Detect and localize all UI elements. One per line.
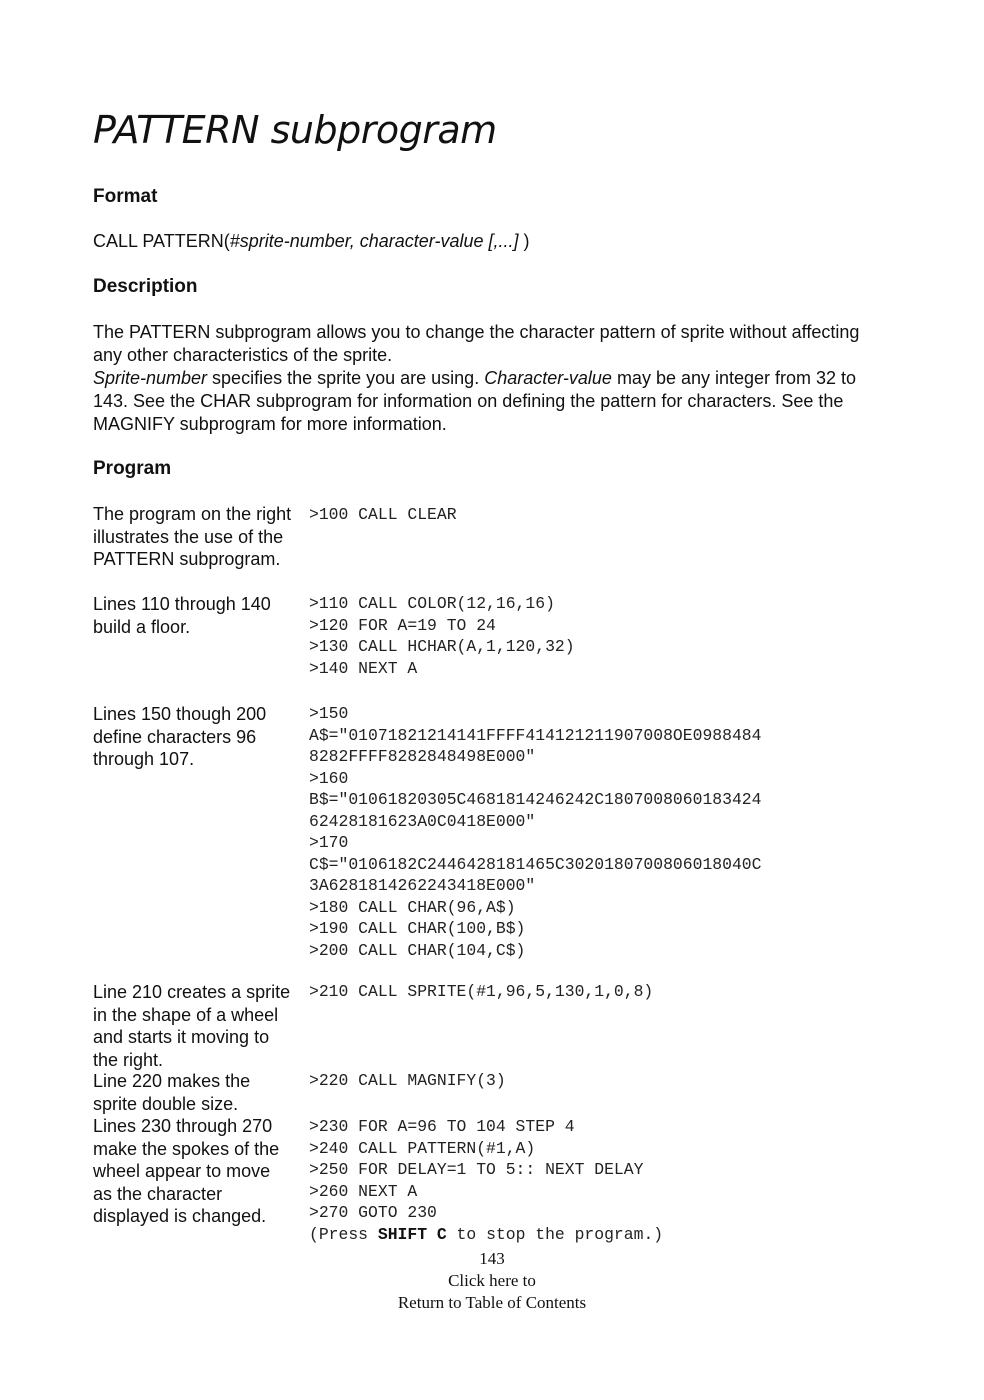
code-block-pattern xyxy=(309,1116,663,1245)
code-line: A$="01071821214141FFFF414121211907008OE0988484 xyxy=(309,725,762,745)
code-line: >150 xyxy=(309,704,349,723)
sprite-number-term: Sprite-number xyxy=(93,368,208,388)
toc-link[interactable] xyxy=(0,1270,984,1314)
code-line: 3A6281814262243418E000" xyxy=(309,876,536,895)
description-paragraph-1: The PATTERN subprogram allows you to change the character pattern of sprite without affecting any other characteristics of the sprite. xyxy=(93,322,860,365)
code-line: C$="0106182C2446428181465C3020180700806018040C xyxy=(309,854,762,874)
description-paragraph-2 xyxy=(93,367,893,436)
character-value-term: Character-value xyxy=(484,368,612,388)
code-line: >220 CALL MAGNIFY(3) xyxy=(309,1071,506,1090)
code-line: >100 CALL CLEAR xyxy=(309,505,457,524)
code-line: >180 CALL CHAR(96,A$) xyxy=(309,897,516,917)
format-heading: Format xyxy=(93,186,158,207)
code-line: >210 CALL SPRITE(#1,96,5,130,1,0,8) xyxy=(309,982,654,1001)
description-body xyxy=(93,321,893,436)
stop-note xyxy=(309,1224,663,1246)
program-note-intro: The program on the right illustrates the use of the PATTERN subprogram. xyxy=(93,504,292,569)
code-block-floor xyxy=(309,593,575,679)
code-line: >270 GOTO 230 xyxy=(309,1203,437,1222)
code-line: >110 CALL COLOR(12,16,16) xyxy=(309,594,555,613)
page-title: PATTERN subprogram xyxy=(93,108,497,152)
code-line: >160 xyxy=(309,768,349,788)
page-footer xyxy=(0,1248,984,1314)
program-note-magnify: Line 220 makes the sprite double size. xyxy=(93,1071,251,1114)
code-line: >260 NEXT A xyxy=(309,1181,418,1201)
page-number: 143 xyxy=(479,1249,505,1268)
code-line: >240 CALL PATTERN(#1,A) xyxy=(309,1138,536,1158)
code-line: >190 CALL CHAR(100,B$) xyxy=(309,919,526,938)
program-note-floor: Lines 110 through 140 build a floor. xyxy=(93,594,271,637)
format-suffix: ) xyxy=(518,231,530,251)
format-syntax xyxy=(93,230,530,253)
code-line: >170 xyxy=(309,833,349,852)
program-note-characters: Lines 150 though 200 define characters 96 through 107. xyxy=(93,704,267,769)
code-line: 62428181623A0C0418E000" xyxy=(309,811,536,831)
program-heading: Program xyxy=(93,458,172,479)
code-line: B$="01061820305C4681814246242C1807008060183424 xyxy=(309,790,762,809)
description-text-1: specifies the sprite you are using. xyxy=(207,368,485,388)
stop-note-key: SHIFT C xyxy=(377,1224,447,1244)
program-note-sprite: Line 210 creates a sprite in the shape of a wheel and starts it moving to the right. xyxy=(93,982,291,1070)
code-line: >230 FOR A=96 TO 104 STEP 4 xyxy=(309,1117,575,1136)
toc-link-line-1[interactable]: Click here to xyxy=(448,1271,536,1290)
description-text-2: may be any integer from 32 to 143. See the CHAR subprogram for information on defining the pattern for characters. See the MAGNIFY subprogram for more information. xyxy=(93,368,857,434)
code-line: >140 NEXT A xyxy=(309,658,418,678)
toc-link-line-2[interactable]: Return to Table of Contents xyxy=(397,1293,587,1312)
code-line: >130 CALL HCHAR(A,1,120,32) xyxy=(309,637,575,656)
stop-note-prefix: (Press xyxy=(309,1224,378,1244)
description-heading: Description xyxy=(93,276,198,297)
format-prefix: CALL PATTERN( xyxy=(93,231,230,251)
code-line: >250 FOR DELAY=1 TO 5:: NEXT DELAY xyxy=(309,1160,644,1179)
code-block-characters xyxy=(309,703,761,961)
code-line: >200 CALL CHAR(104,C$) xyxy=(309,940,526,960)
program-note-pattern: Lines 230 through 270 make the spokes of the wheel appear to move as the character displayed is changed. xyxy=(93,1116,280,1226)
stop-note-suffix: to stop the program.) xyxy=(446,1224,664,1244)
format-arguments: #sprite-number, character-value [,...] xyxy=(229,231,519,251)
code-line: 8282FFFF8282848498E000" xyxy=(309,747,536,766)
code-line: >120 FOR A=19 TO 24 xyxy=(309,615,496,635)
